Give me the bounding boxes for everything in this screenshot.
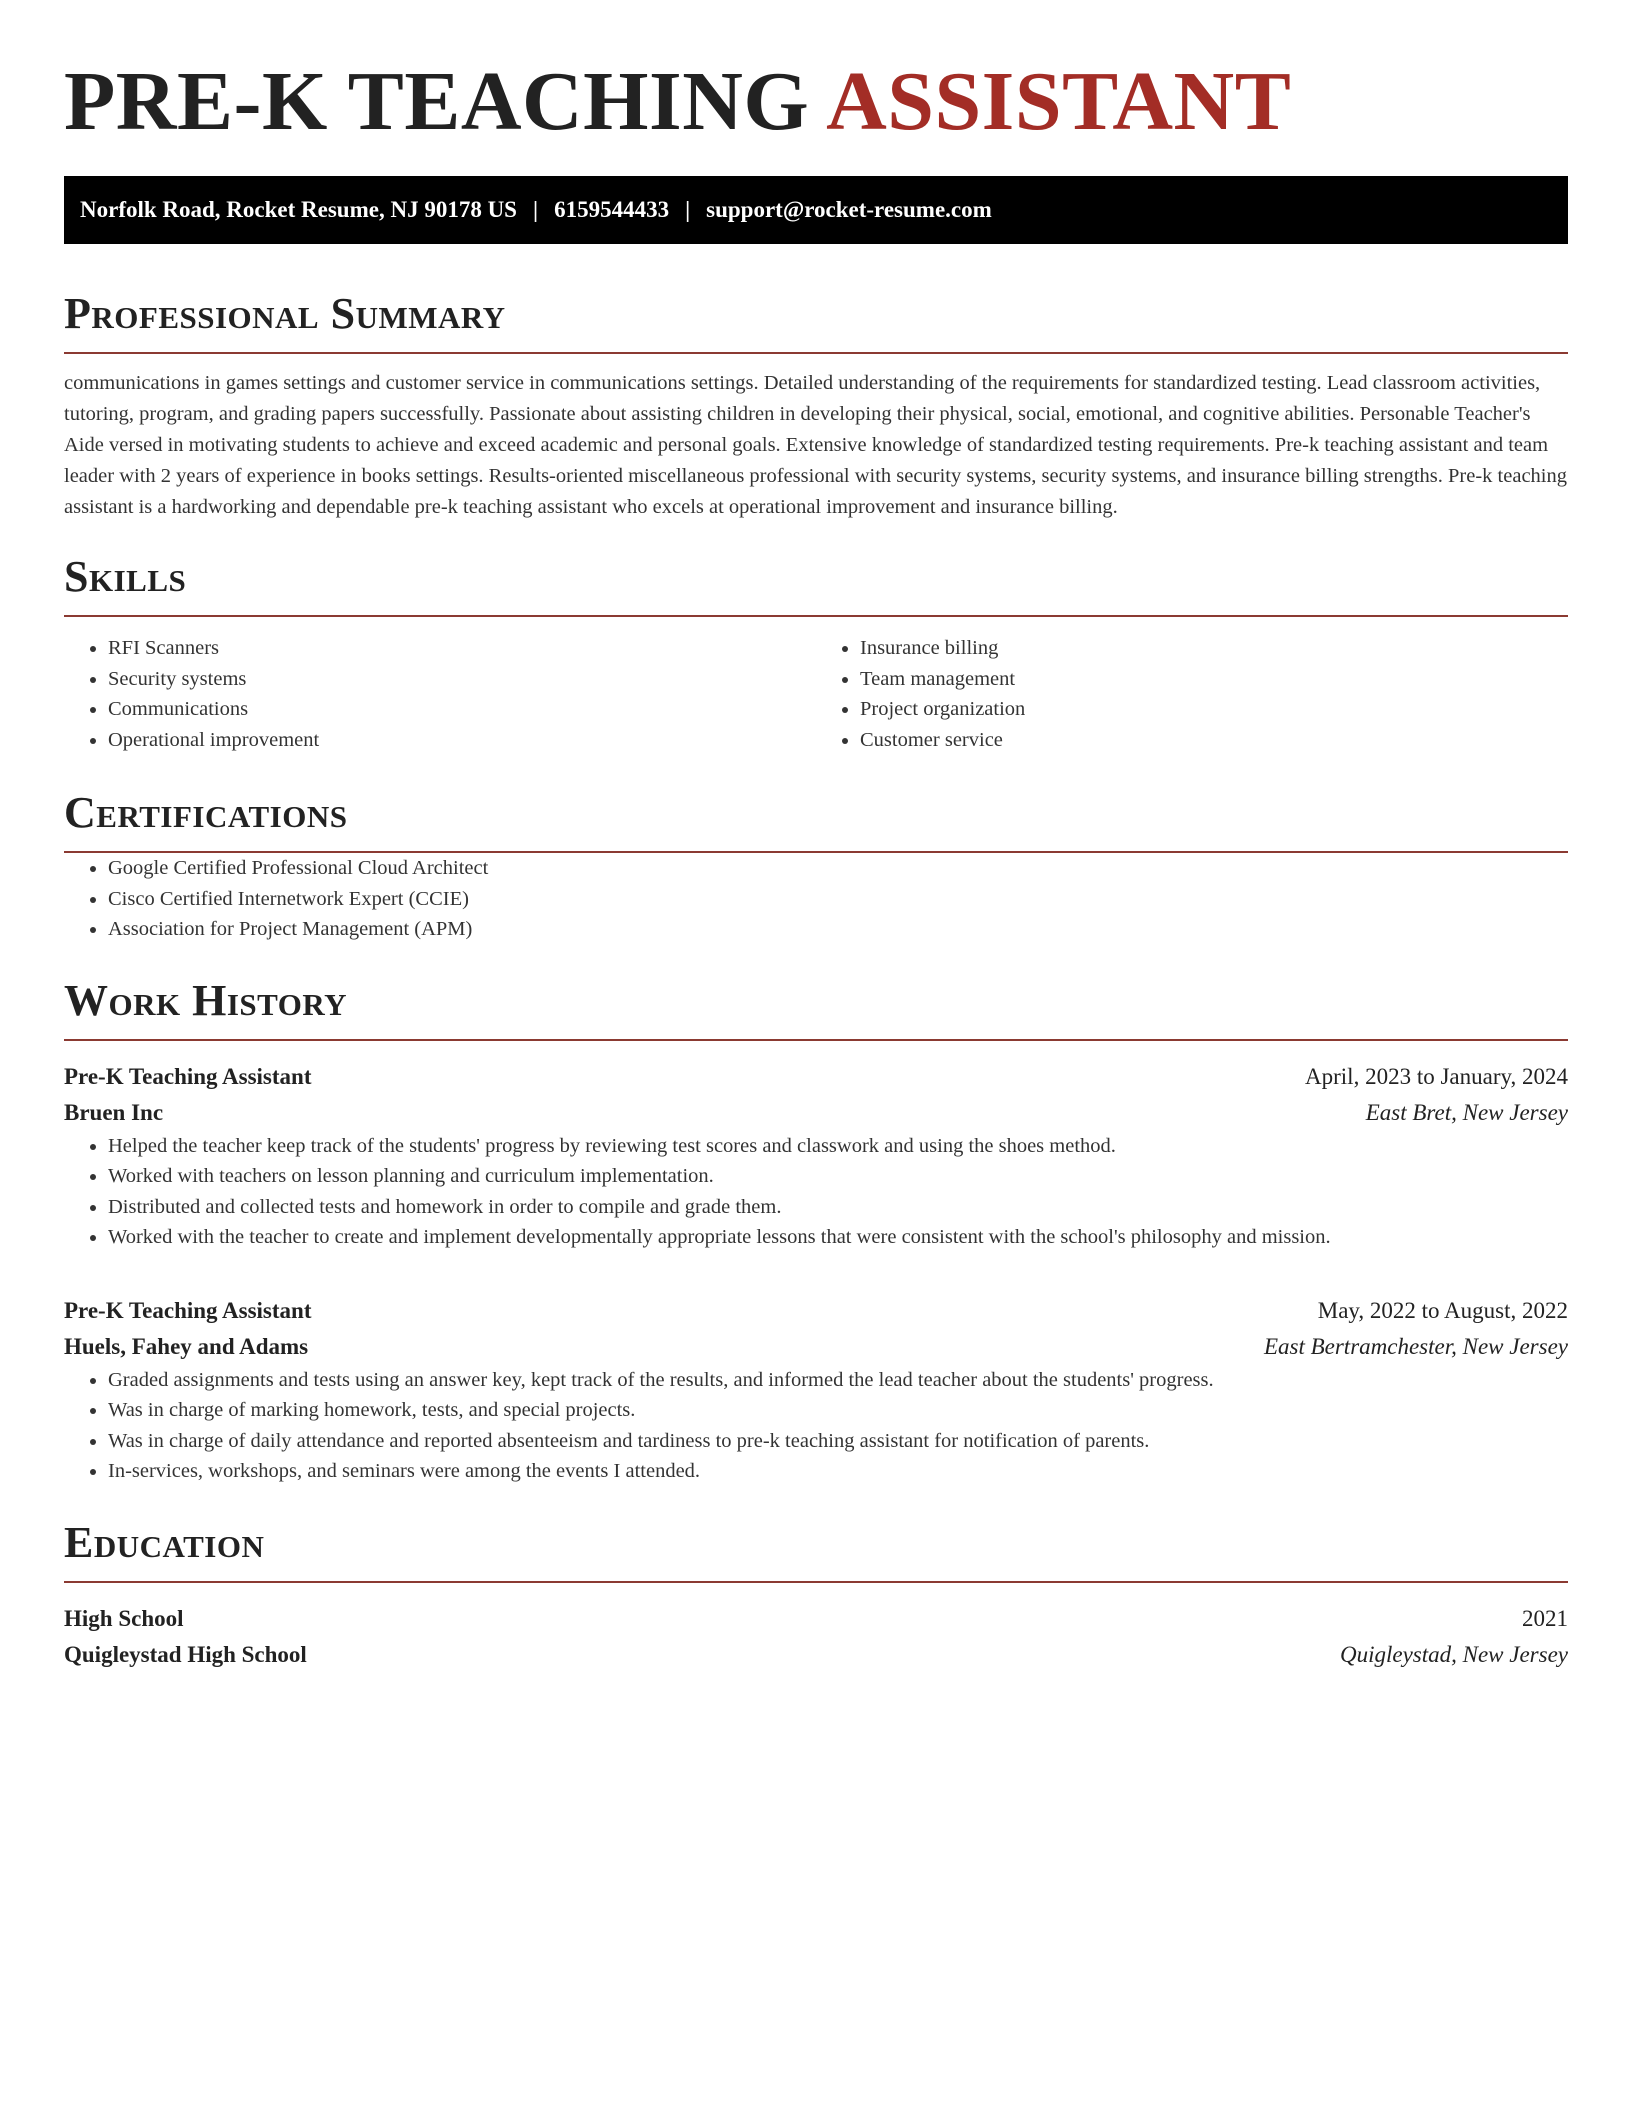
contact-address: Norfolk Road, Rocket Resume, NJ 90178 US xyxy=(80,197,517,222)
job-dates: April, 2023 to January, 2024 xyxy=(1305,1063,1568,1089)
section-divider xyxy=(64,615,1568,617)
job-duty: • Distributed and collected tests and homework in order to compile and grade them. xyxy=(108,1192,1568,1223)
certifications-heading: Certifications xyxy=(64,788,348,837)
job-entry xyxy=(64,1059,1568,1253)
section-divider xyxy=(64,1039,1568,1041)
skill-item: • Security systems xyxy=(108,664,816,695)
work-history-section xyxy=(64,973,1568,1487)
job-duty: • Graded assignments and tests using an answer key, kept track of the results, and informed the lead teacher about the students' progress. xyxy=(108,1365,1568,1396)
skills-heading: Skills xyxy=(64,552,187,601)
skill-item: • RFI Scanners xyxy=(108,633,816,664)
skill-item: • Project organization xyxy=(860,694,1568,725)
certifications-section xyxy=(64,785,1568,945)
contact-separator: | xyxy=(685,197,691,222)
work-history-heading: Work History xyxy=(64,975,348,1025)
job-entry xyxy=(64,1293,1568,1487)
education-year: 2021 xyxy=(1522,1605,1568,1631)
job-duties-list xyxy=(64,1131,1568,1253)
education-header-row xyxy=(64,1601,1568,1637)
skills-grid xyxy=(64,633,1568,755)
education-school: Quigleystad High School xyxy=(64,1641,307,1667)
job-duty: • Worked with the teacher to create and implement developmentally appropriate lessons that were consistent with the school's philosophy and mission. xyxy=(108,1222,1568,1253)
job-dates: May, 2022 to August, 2022 xyxy=(1317,1297,1568,1323)
education-entry xyxy=(64,1601,1568,1673)
job-title: Pre-K Teaching Assistant xyxy=(64,1297,312,1323)
education-section xyxy=(64,1515,1568,1673)
contact-bar xyxy=(64,176,1568,244)
skill-item: • Team management xyxy=(860,664,1568,695)
education-location: Quigleystad, New Jersey xyxy=(1339,1641,1568,1667)
education-heading: Education xyxy=(64,1517,265,1567)
skills-section xyxy=(64,549,1568,755)
job-duties-list xyxy=(64,1365,1568,1487)
resume-title xyxy=(64,52,1568,152)
job-header-row xyxy=(64,1059,1568,1095)
job-company: Bruen Inc xyxy=(64,1099,164,1125)
job-company-row xyxy=(64,1095,1568,1131)
skill-item: • Operational improvement xyxy=(108,725,816,756)
job-duty: • Was in charge of marking homework, tests, and special projects. xyxy=(108,1395,1568,1426)
job-company-row xyxy=(64,1329,1568,1365)
certification-item: • Cisco Certified Internetwork Expert (CCIE) xyxy=(108,884,1568,915)
job-title: Pre-K Teaching Assistant xyxy=(64,1063,312,1089)
job-duty: • Was in charge of daily attendance and reported absenteeism and tardiness to pre-k teaching assistant for notification of parents. xyxy=(108,1426,1568,1457)
summary-text: communications in games settings and customer service in communications settings. Detailed understanding of the requirements for standardized testing. Lead classroom activities, tutoring, program, and grading papers successfully. Passionate about assisting children in developing their physical, social, emotional, and cognitive abilities. Personable Teacher's Aide versed in motivating students to achieve and exceed academic and personal goals. Extensive knowledge of standardized testing requirements. Pre-k teaching assistant and team leader with 2 years of experience in books settings. Results-oriented miscellaneous professional with security systems, security systems, and insurance billing strengths. Pre-k teaching assistant is a hardworking and dependable pre-k teaching assistant who excels at operational improvement and insurance billing. xyxy=(64,372,1567,518)
skills-list-right xyxy=(816,633,1568,755)
contact-phone: 6159544433 xyxy=(554,197,670,222)
title-part-dark: PRE-K TEACHING xyxy=(64,55,810,148)
skills-list-left xyxy=(64,633,816,755)
job-location: East Bertramchester, New Jersey xyxy=(1263,1333,1568,1359)
skill-item: • Insurance billing xyxy=(860,633,1568,664)
section-divider xyxy=(64,352,1568,354)
skill-item: • Customer service xyxy=(860,725,1568,756)
job-location: East Bret, New Jersey xyxy=(1365,1099,1568,1125)
job-duty: • Helped the teacher keep track of the students' progress by reviewing test scores and classwork and using the shoes method. xyxy=(108,1131,1568,1162)
certifications-list xyxy=(64,853,1568,945)
certification-item: • Association for Project Management (APM) xyxy=(108,914,1568,945)
section-divider xyxy=(64,1581,1568,1583)
job-duty: • Worked with teachers on lesson planning and curriculum implementation. xyxy=(108,1161,1568,1192)
contact-separator: | xyxy=(532,197,539,222)
summary-heading: Professional Summary xyxy=(64,289,506,338)
certification-item: • Google Certified Professional Cloud Architect xyxy=(108,853,1568,884)
job-duty: • In-services, workshops, and seminars were among the events I attended. xyxy=(108,1456,1568,1487)
skill-item: • Communications xyxy=(108,694,816,725)
title-part-accent: ASSISTANT xyxy=(826,55,1292,148)
education-degree: High School xyxy=(64,1605,184,1631)
summary-section xyxy=(64,286,1568,523)
job-header-row xyxy=(64,1293,1568,1329)
education-school-row xyxy=(64,1637,1568,1673)
contact-email: support@rocket-resume.com xyxy=(706,197,992,222)
job-company: Huels, Fahey and Adams xyxy=(64,1333,309,1359)
